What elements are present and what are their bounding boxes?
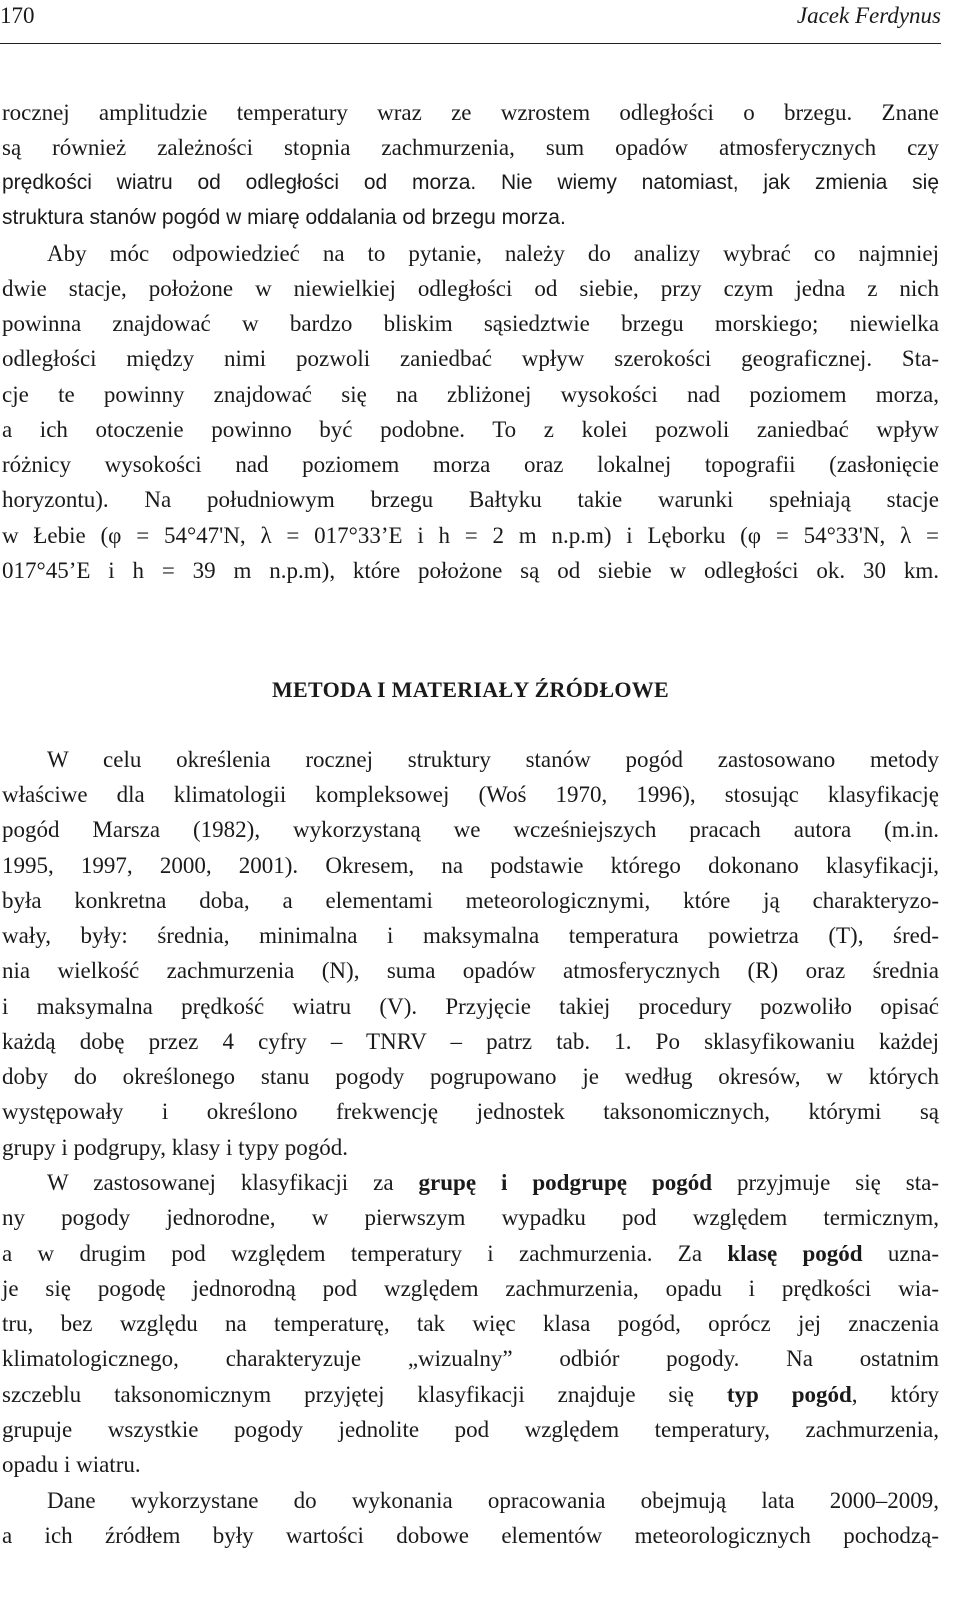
text-line: Dane wykorzystane do wykonania opracowania obejmują lata 2000–2009, (47, 1488, 939, 1513)
page-number: 170 (0, 3, 35, 28)
text-line: doby do określonego stanu pogody pogrupowano je według okresów, w których (2, 1064, 939, 1089)
text-line: występowały i określono frekwencję jednostek taksonomicznych, którymi są (2, 1099, 939, 1124)
text-run: uzna- (862, 1241, 939, 1266)
bold-term: typ pogód (726, 1382, 852, 1407)
text-line: grupuje wszystkie pogody jednolite pod względem temperatury, zachmurzenia, (2, 1417, 939, 1442)
text-line: ny pogody jednorodne, w pierwszym wypadku pod względem termicznym, (2, 1205, 939, 1230)
text-line: właściwe dla klimatologii kompleksowej (Woś 1970, 1996), stosując klasyfikację (2, 782, 939, 807)
text-line: rocznej amplitudzie temperatury wraz ze wzrostem odległości o brzegu. Znane (2, 100, 939, 125)
text-line: prędkości wiatru od odległości od morza. Nie wiemy natomiast, jak zmienia się (2, 171, 939, 194)
running-head-author: Jacek Ferdynus (796, 3, 941, 28)
text-line: nia wielkość zachmurzenia (N), suma opadów atmosferycznych (R) oraz średnia (2, 958, 939, 983)
text-line: tru, bez względu na temperaturę, tak więc klasa pogód, oprócz jej znaczenia (2, 1311, 939, 1336)
text-run: , który (851, 1382, 939, 1407)
text-line: klimatologicznego, charakteryzuje „wizualny” odbiór pogody. Na ostatnim (2, 1346, 939, 1371)
text-line: grupy i podgrupy, klasy i typy pogód. (2, 1135, 349, 1160)
text-line: opadu i wiatru. (2, 1452, 141, 1477)
text-line (2, 1380, 939, 1410)
text-run: a w drugim pod względem temperatury i zachmurzenia. Za (2, 1241, 728, 1266)
text-run: W zastosowanej klasyfikacji za (47, 1170, 419, 1195)
text-line: powinna znajdować w bardzo bliskim sąsiedztwie brzegu morskiego; niewielka (2, 311, 939, 336)
text-line: różnicy wysokości nad poziomem morza oraz lokalnej topografii (zasłonięcie (2, 452, 939, 477)
text-line: 017°45’E i h = 39 m n.p.m), które położone są od siebie w odległości ok. 30 km. (2, 558, 939, 583)
text-line: 1995, 1997, 2000, 2001). Okresem, na podstawie którego dokonano klasyfikacji, (2, 853, 939, 878)
page-header (0, 0, 960, 46)
text-line: struktura stanów pogód w miarę oddalania od brzegu morza. (2, 206, 566, 229)
text-line: je się pogodę jednorodną pod względem zachmurzenia, opadu i prędkości wia- (2, 1276, 939, 1301)
text-line: horyzontu). Na południowym brzegu Bałtyku takie warunki spełniają stacje (2, 487, 939, 512)
text-line (2, 1239, 939, 1269)
bold-term: grupę i podgrupę pogód (418, 1170, 713, 1195)
text-line: cje te powinny znajdować się na zbliżonej wysokości nad poziomem morza, (2, 382, 939, 407)
text-line: W celu określenia rocznej struktury stanów pogód zastosowano metody (47, 747, 939, 772)
header-rule (0, 43, 941, 44)
text-line: była konkretna doba, a elementami meteorologicznymi, które ją charakteryzo- (2, 888, 939, 913)
text-line: każdą dobę przez 4 cyfry – TNRV – patrz tab. 1. Po sklasyfikowaniu każdej (2, 1029, 939, 1054)
text-line: a ich otoczenie powinno być podobne. To z kolei pozwoli zaniedbać wpływ (2, 417, 939, 442)
text-line: Aby móc odpowiedzieć na to pytanie, należy do analizy wybrać co najmniej (47, 241, 939, 266)
text-line: a ich źródłem były wartości dobowe elementów meteorologicznych pochodzą- (2, 1523, 939, 1548)
text-line: pogód Marsza (1982), wykorzystaną we wcześniejszych pracach autora (m.in. (2, 817, 939, 842)
section-heading: METODA I MATERIAŁY ŹRÓDŁOWE (271, 677, 670, 702)
bold-term: klasę pogód (727, 1241, 863, 1266)
text-run: szczeblu taksonomicznym przyjętej klasyfikacji znajduje się (2, 1382, 727, 1407)
text-line: dwie stacje, położone w niewielkiej odległości od siebie, przy czym jedna z nich (2, 276, 939, 301)
text-line: wały, były: średnia, minimalna i maksymalna temperatura powietrza (T), śred- (2, 923, 939, 948)
text-line: są również zależności stopnia zachmurzenia, sum opadów atmosferycznych czy (2, 135, 939, 160)
text-line: w Łebie (φ = 54°47'N, λ = 017°33’E i h = 2 m n.p.m) i Lęborku (φ = 54°33'N, λ = (2, 523, 939, 548)
text-run: przyjmuje się sta- (712, 1170, 939, 1195)
text-line: odległości między nimi pozwoli zaniedbać wpływ szerokości geograficznej. Sta- (2, 346, 939, 371)
text-line (47, 1168, 939, 1198)
text-line: i maksymalna prędkość wiatru (V). Przyjęcie takiej procedury pozwoliło opisać (2, 994, 939, 1019)
